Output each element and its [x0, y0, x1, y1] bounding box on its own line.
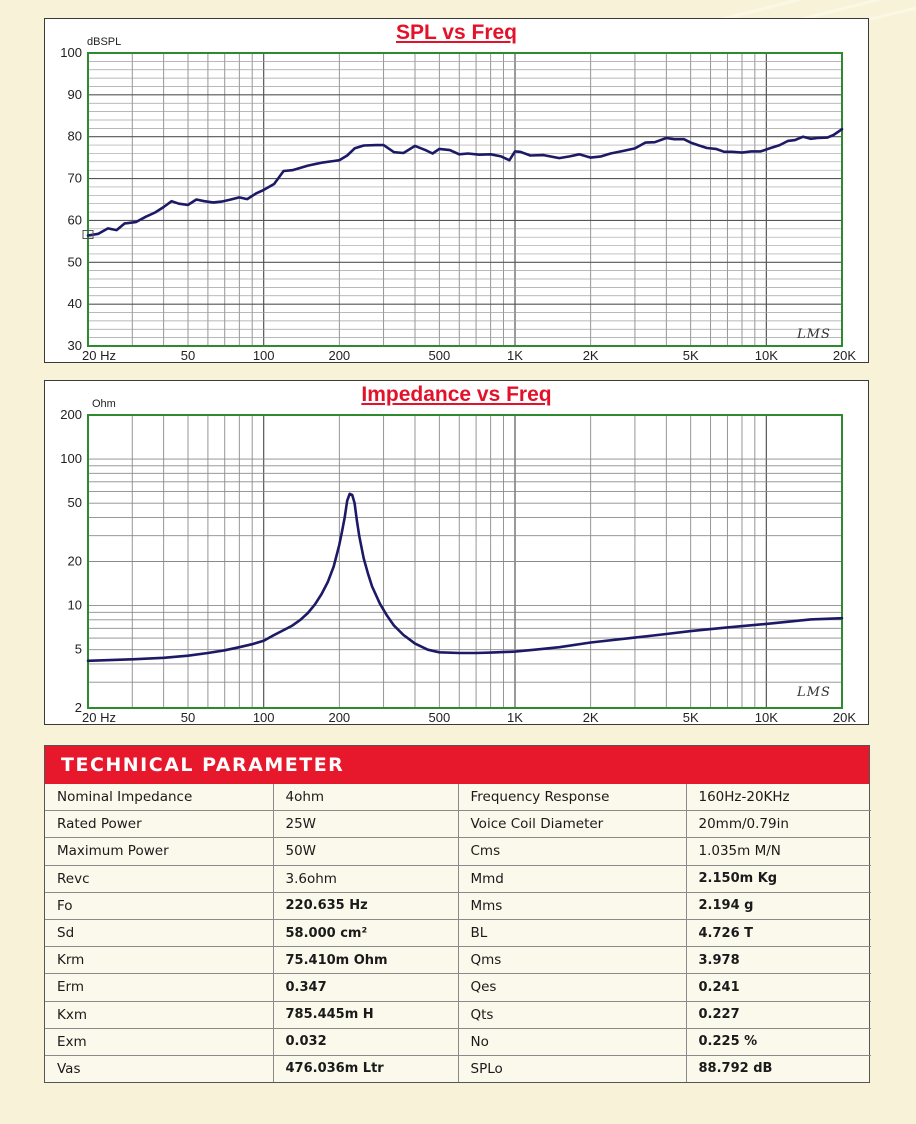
x-tick-label: 200 [328, 710, 351, 724]
parameter-value: 2.194 g [686, 892, 871, 919]
parameter-value: 75.410m Ohm [273, 947, 458, 974]
x-tick-label: 20K [832, 348, 856, 362]
parameter-value: 2.150m Kg [686, 865, 871, 892]
parameter-label: Vas [45, 1055, 273, 1082]
parameter-label: Mms [458, 892, 686, 919]
x-tick-label: 50 [180, 710, 196, 724]
x-tick-label: 50 [180, 348, 196, 362]
parameter-label: Exm [45, 1028, 273, 1055]
parameter-label: Rated Power [45, 811, 273, 838]
parameter-value: 0.227 [686, 1001, 871, 1028]
parameter-row [45, 974, 871, 1001]
parameter-label: BL [458, 919, 686, 946]
y-tick-label: 100 [60, 451, 82, 467]
x-tick-label: 500 [428, 710, 451, 724]
x-tick-label: 200 [328, 348, 351, 362]
y-tick-label: 70 [67, 170, 82, 186]
spl-chart-panel [44, 18, 869, 363]
parameter-label: Qts [458, 1001, 686, 1028]
parameter-value: 785.445m H [273, 1001, 458, 1028]
x-tick-label: 2K [582, 348, 599, 362]
parameter-value: 1.035m M/N [686, 838, 871, 865]
x-tick-label: 1K [507, 710, 523, 724]
y-tick-label: 200 [60, 407, 82, 422]
parameter-value: 58.000 cm² [273, 919, 458, 946]
spl-lms-logo: LMS [797, 327, 831, 342]
parameter-row [45, 784, 871, 811]
spl-y-unit-label: dBSPL [87, 36, 122, 48]
parameter-table [45, 784, 871, 1082]
impedance-chart [45, 381, 868, 724]
parameter-label: Krm [45, 947, 273, 974]
y-tick-label: 80 [67, 128, 82, 144]
x-tick-label: 10K [754, 348, 778, 362]
y-tick-label: 10 [67, 597, 82, 613]
parameter-label: Nominal Impedance [45, 784, 273, 811]
spl-chart [45, 19, 868, 362]
parameter-value: 25W [273, 811, 458, 838]
parameter-label: Revc [45, 865, 273, 892]
spl-chart-title: SPL vs Freq [396, 21, 517, 44]
parameter-value: 0.347 [273, 974, 458, 1001]
x-tick-label: 2K [582, 710, 599, 724]
x-tick-label: 20K [832, 710, 856, 724]
grid [88, 415, 842, 708]
impedance-y-unit-label: Ohm [92, 398, 116, 410]
parameter-label: Cms [458, 838, 686, 865]
parameter-label: Kxm [45, 1001, 273, 1028]
parameter-value: 4.726 T [686, 919, 871, 946]
y-tick-label: 40 [67, 296, 82, 312]
x-tick-label: 20 Hz [82, 710, 116, 724]
parameter-label: Fo [45, 892, 273, 919]
series-line-impedance [88, 494, 842, 661]
x-tick-label: 500 [428, 348, 451, 362]
parameter-label: Mmd [458, 865, 686, 892]
parameter-value: 3.6ohm [273, 865, 458, 892]
x-tick-label: 100 [252, 348, 275, 362]
parameter-row [45, 1028, 871, 1055]
parameter-row [45, 947, 871, 974]
parameter-value: 4ohm [273, 784, 458, 811]
parameter-row [45, 1001, 871, 1028]
impedance-lms-logo: LMS [797, 685, 831, 700]
parameter-label: Frequency Response [458, 784, 686, 811]
y-tick-label: 90 [67, 86, 82, 102]
parameter-label: Qms [458, 947, 686, 974]
parameter-label: SPLo [458, 1055, 686, 1082]
parameter-value: 160Hz-20KHz [686, 784, 871, 811]
y-tick-label: 50 [67, 254, 82, 270]
parameter-row [45, 838, 871, 865]
technical-parameter-header: TECHNICAL PARAMETER [45, 746, 869, 784]
parameter-value: 20mm/0.79in [686, 811, 871, 838]
x-tick-label: 5K [682, 710, 699, 724]
parameter-row [45, 865, 871, 892]
parameter-row [45, 919, 871, 946]
y-tick-label: 50 [67, 495, 82, 511]
y-tick-label: 2 [74, 700, 82, 715]
parameter-value: 0.032 [273, 1028, 458, 1055]
x-tick-label: 100 [252, 710, 275, 724]
parameter-label: No [458, 1028, 686, 1055]
parameter-row [45, 1055, 871, 1082]
parameter-value: 88.792 dB [686, 1055, 871, 1082]
y-tick-label: 100 [60, 45, 82, 60]
parameter-label: Maximum Power [45, 838, 273, 865]
x-tick-label: 5K [682, 348, 699, 362]
y-tick-label: 60 [67, 212, 82, 228]
parameter-value: 50W [273, 838, 458, 865]
parameter-value: 0.225 % [686, 1028, 871, 1055]
impedance-chart-title: Impedance vs Freq [361, 383, 552, 406]
technical-parameter-section [44, 745, 870, 1083]
impedance-chart-panel [44, 380, 869, 725]
y-tick-label: 20 [67, 553, 82, 569]
parameter-value: 220.635 Hz [273, 892, 458, 919]
parameter-label: Sd [45, 919, 273, 946]
x-tick-label: 20 Hz [82, 348, 116, 362]
parameter-row [45, 811, 871, 838]
y-tick-label: 5 [74, 641, 82, 657]
parameter-value: 3.978 [686, 947, 871, 974]
parameter-label: Erm [45, 974, 273, 1001]
parameter-label: Qes [458, 974, 686, 1001]
parameter-value: 0.241 [686, 974, 871, 1001]
x-tick-label: 1K [507, 348, 523, 362]
parameter-label: Voice Coil Diameter [458, 811, 686, 838]
x-tick-label: 10K [754, 710, 778, 724]
y-tick-label: 30 [67, 338, 82, 353]
parameter-value: 476.036m Ltr [273, 1055, 458, 1082]
parameter-row [45, 892, 871, 919]
